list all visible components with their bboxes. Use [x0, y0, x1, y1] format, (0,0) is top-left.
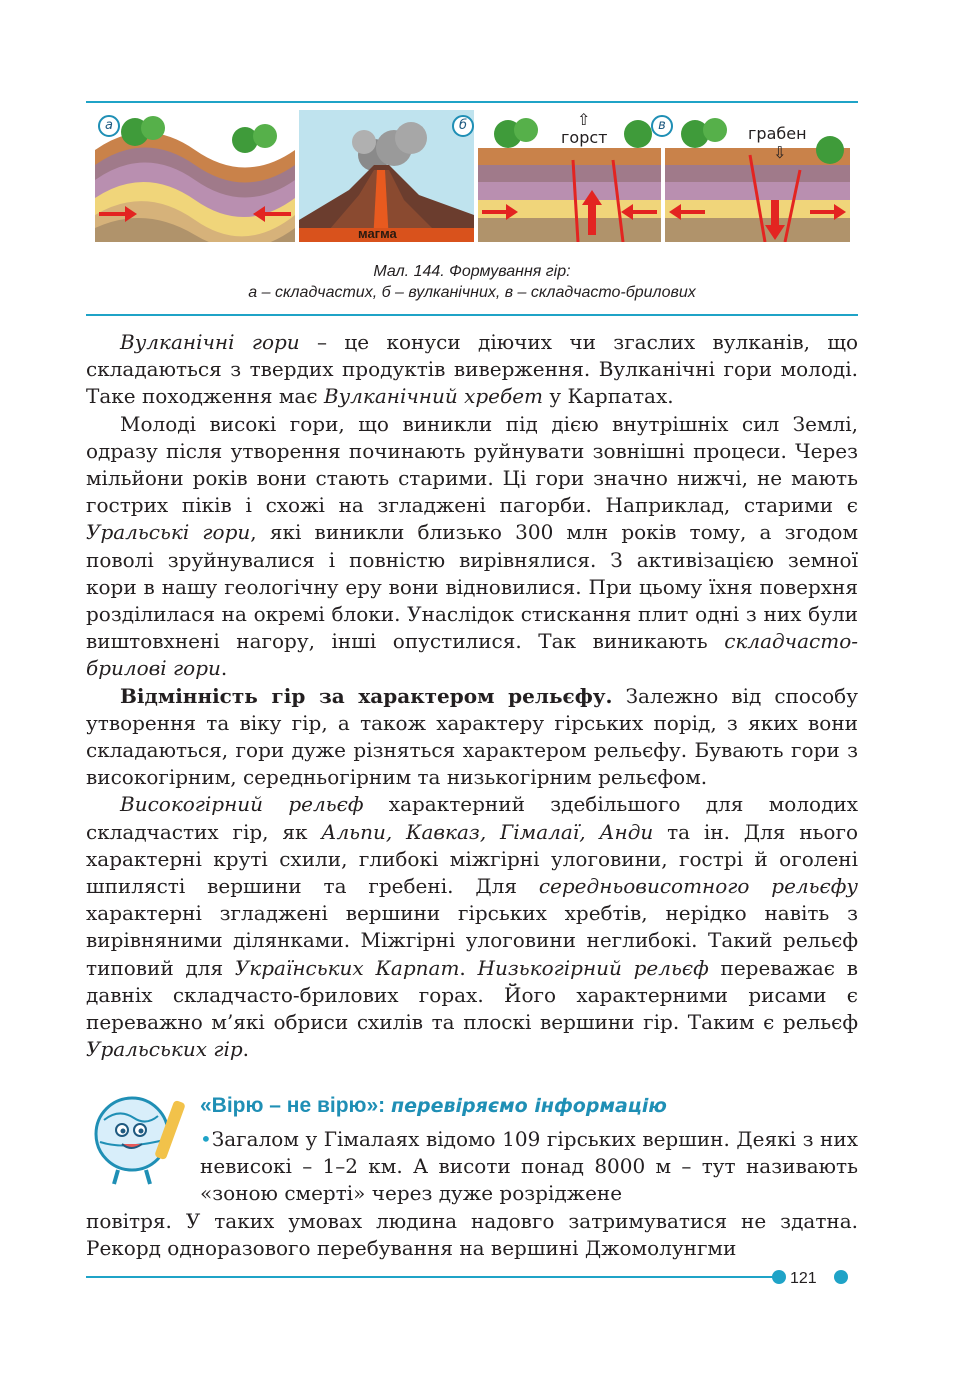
bullet-icon: •	[200, 1127, 212, 1151]
text: Залежно від способу утворення та віку гір, а також характеру гірських порід, з яких вони складаються, гори дуже різняться характером рельєфу. Бувають гори з високогірним, середньогірним та низькогірним рельєфом.	[86, 683, 858, 790]
figure-caption	[86, 263, 858, 302]
caption-rule	[86, 314, 858, 316]
quiz-text	[86, 1126, 858, 1262]
panel-label-v: в	[651, 115, 673, 137]
term-low-relief: Низькогірний рельєф	[477, 955, 709, 980]
paragraph-relief-types	[86, 791, 858, 1063]
figure-panel-volcanic	[299, 110, 474, 242]
figure-panel-folded	[95, 110, 295, 242]
footer-dot-right	[834, 1270, 848, 1284]
paragraph-volcanic	[86, 329, 858, 411]
body-text	[86, 329, 858, 1063]
paragraph-relief-difference	[86, 683, 858, 792]
horst-label: горст	[561, 128, 608, 147]
text: .	[242, 1037, 250, 1062]
term-fold-block-mountains: складчасто-брилові гори	[86, 629, 858, 681]
text: характерний здебільшого для молодих складчастих гір, як	[86, 792, 858, 844]
quiz-heading	[200, 1094, 667, 1118]
term-ural-mountains: Уральські гори	[86, 520, 251, 545]
footer-rule	[86, 1276, 776, 1278]
caption-line-1: Мал. 144. Формування гір:	[373, 263, 571, 280]
term-volcanic-mountains: Вулканічні гори	[120, 330, 300, 354]
quiz-title: «Вірю – не вірю»:	[200, 1094, 386, 1117]
term-ural-mountains: Уральських гір	[86, 1037, 243, 1062]
text: переважає в давніх складчасто-брилових горах. Його характерними рисами є переважно м’які обриси схилів та плоскі вершини гір. Таким є рельєф	[86, 955, 859, 1035]
top-rule	[86, 101, 858, 103]
graben-arrow-icon: ⇩	[773, 143, 787, 162]
text: Молоді високі гори, що виникли під дією внутрішніх сил Землі, одразу після утворення починають руйнувати зовнішні процеси. Через мільйони років вони стають старими. Ці гори значно нижчі, не мають гострих піків і схожі на згладжені пагорби. Наприклад, старими є	[86, 411, 858, 518]
term-high-relief: Високогірний рельєф	[120, 792, 364, 817]
panel-label-a: а	[98, 115, 120, 137]
section-heading: Відмінність гір за характером рельєфу.	[120, 683, 613, 708]
text: Загалом у Гімалаях відомо 109 гірських вершин. Деякі з них невисокі – 1–2 км. А висоти понад 8000 м – тут називають «зоною смерті» через дуже розріджене	[200, 1127, 858, 1206]
text: .	[220, 656, 228, 681]
footer-dot-left	[772, 1270, 786, 1284]
caption-line-2: а – складчастих, б – вулканічних, в – складчасто-брилових	[248, 284, 696, 301]
paragraph-old-mountains	[86, 411, 858, 683]
quiz-line-1	[86, 1126, 858, 1208]
graben-label: грабен	[748, 124, 807, 143]
text: у Карпатах.	[543, 384, 674, 409]
quiz-line-2: повітря. У таких умовах людина надовго затримуватися не здатна. Рекорд одноразового перебування на вершині Джомолунгми	[86, 1208, 858, 1260]
text: характерні згладжені вершини гірських хребтів, нерідко навіть з вирівняними ділянками. Міжгірні улоговини неглибокі. Такий рельєф типовий для	[86, 901, 858, 980]
term-ukrainian-carpathians: Українських Карпат	[234, 955, 460, 980]
term-volcanic-ridge: Вулканічний хребет	[323, 384, 544, 409]
panel-label-b: б	[452, 115, 474, 137]
text: та ін. Для нього характерні круті схили, глибокі міжгірні улоговини, гострі й оголені шпилясті вершини та гребені. Для	[86, 819, 858, 899]
text: , які виникли близько 300 млн років тому, а згодом поволі зруйнувалися і повністю вирівнялися. З активізацією земної кори в нашу геологічну еру вони відновилися. При цьому їхня поверхня розділилася на окремі блоки. Унаслідок стискання плит одні з них були виштовхнені нагору, інші опустилися. Так виникають	[86, 520, 859, 654]
term-mountain-list: Альпи, Кавказ, Гімалаї, Анди	[321, 819, 654, 844]
horst-arrow-icon: ⇧	[577, 110, 591, 129]
page-number: 121	[790, 1270, 817, 1287]
quiz-subtitle: перевіряємо інформацію	[391, 1095, 667, 1117]
magma-label: магма	[358, 226, 397, 241]
text: – це конуси діючих чи згаслих вулканів, що складаються з твердих продуктів виверження. Вулканічні гори молоді. Таке походження має	[86, 330, 858, 409]
text: .	[459, 955, 478, 980]
term-mid-relief: середньовисотного рельєфу	[538, 874, 859, 899]
